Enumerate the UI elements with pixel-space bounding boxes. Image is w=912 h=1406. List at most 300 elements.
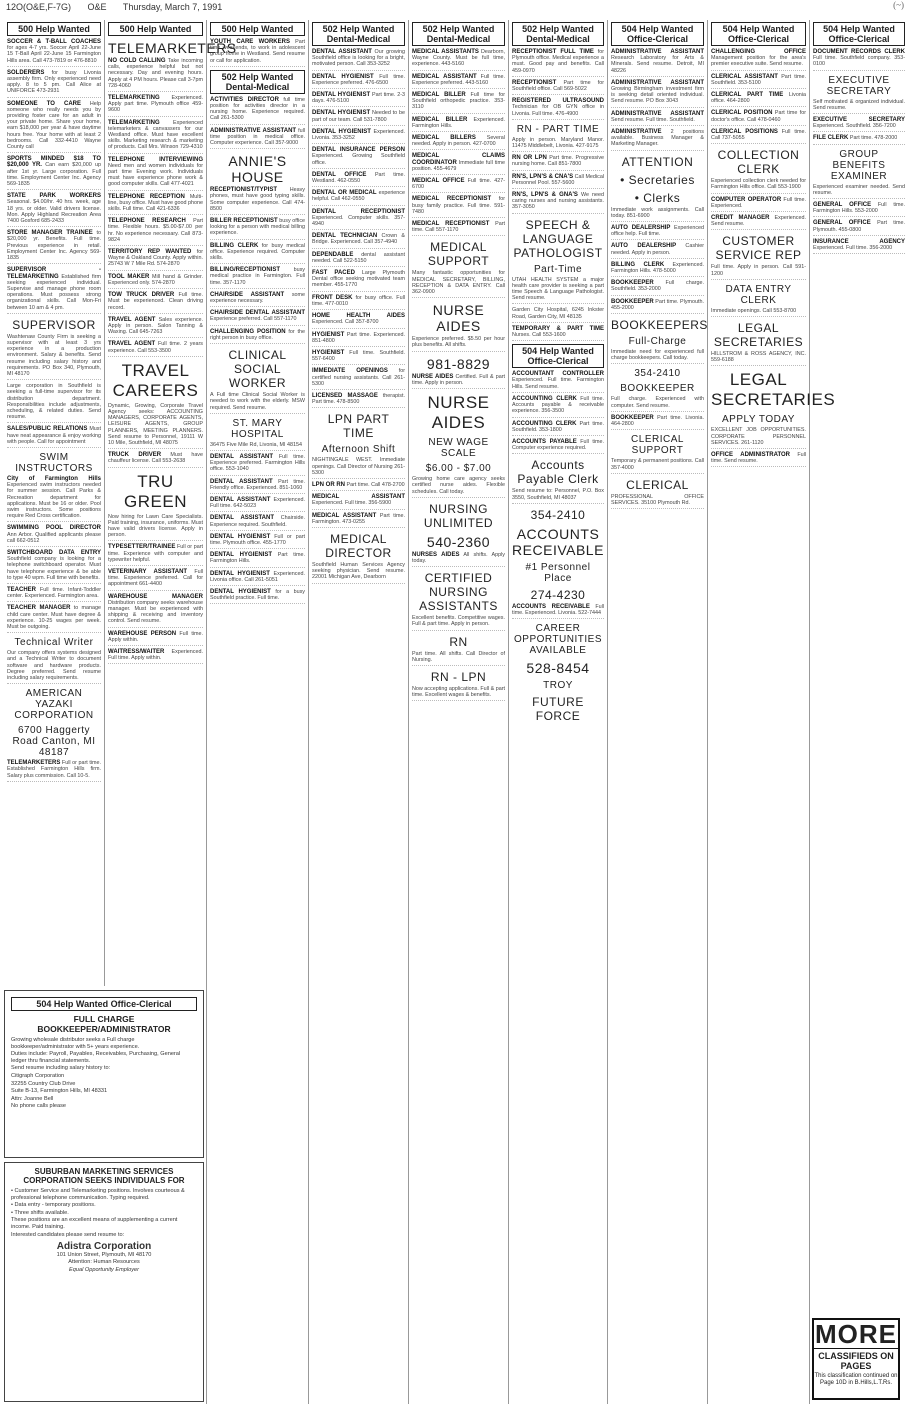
ad-body: PROFESSIONAL OFFICE SERVICES. 35100 Plymouth Rd.	[611, 493, 704, 506]
ad-body: 36475 Five Mile Rd, Livonia, MI 48154	[210, 441, 302, 448]
classified-ad	[512, 604, 604, 619]
ad-body: Nurses. Call 553-1600	[512, 332, 566, 339]
ad-body: Part time. All shifts. Call Director of Nursing.	[412, 650, 505, 663]
ad-body: Call Medical Personnel Pool. 557-5600	[512, 173, 605, 186]
classified-ad	[7, 39, 101, 67]
ad-body: Experienced. Full time. Farmington Hills. Send resume.	[512, 377, 604, 390]
ad-body: NIGHTINGALE WEST. Immediate openings. Call Director of Nursing 261-5300	[312, 457, 405, 476]
display-ad-heading: APPLY TODAY	[722, 414, 795, 426]
ad-heading: DENTAL HYGIENIST	[210, 588, 271, 595]
ad-body: Large corporation in Southfield is seeking a full-time supervisor for its distribution department. Responsibilities include adjustments, scheduling, & related duties. Send resume.	[7, 383, 101, 421]
ad-heading: DENTAL HYGIENIST	[312, 73, 374, 80]
classified-ad	[210, 128, 305, 150]
ad-line: Interested candidates please send resume to:	[11, 1231, 125, 1238]
display-ad-heading: NEW WAGE SCALE	[428, 437, 489, 460]
display-ad-heading: CERTIFIED NURSING ASSISTANTS	[419, 571, 498, 614]
ad-heading: WAREHOUSE PERSON	[108, 630, 177, 637]
classified-ad	[312, 562, 405, 584]
ad-line: Attn: Joanne Bell	[11, 1095, 54, 1102]
classified-ad	[312, 494, 405, 509]
classified-ad	[412, 270, 505, 298]
ad-heading: STORE MANAGER TRAINEE	[7, 230, 93, 237]
classified-ad	[210, 243, 305, 265]
classified-ad	[7, 426, 101, 448]
ad-heading: BOOKKEEPER	[611, 280, 654, 287]
classified-ad	[108, 249, 203, 271]
ad-heading: SALES/PUBLIC RELATIONS	[7, 426, 88, 433]
ad-body: Need men and women individuals for part time Evening work. Individuals must have experience phone work & good computer skills. Call 477-4021	[108, 162, 203, 188]
display-ad-heading: EXECUTIVE SECRETARY	[826, 74, 892, 97]
classified-ad	[512, 98, 604, 120]
classified-ad	[7, 101, 101, 154]
ad-heading: SOMEONE TO CARE	[7, 100, 82, 107]
ad-line: Duties include: Payroll, Payables, Receivables, Purchasing, General ledger thru financial statements.	[11, 1051, 181, 1064]
column-6	[509, 20, 608, 1404]
display-ad-heading: TELEMARKETERS	[108, 40, 237, 56]
ad-body: Growing home care agency seeks certified nurse aides. Flexible schedules. Call today.	[412, 476, 505, 495]
ad-body: Part time. Southfield. 353-1800	[512, 420, 605, 433]
classified-ad	[813, 117, 905, 132]
classified-ad	[711, 129, 806, 144]
ad-heading: DENTAL HYGIENIST	[210, 552, 272, 559]
ad-body: for Wayne & Oakland County. Apply within. 25743 W 7 Mile Rd. 574-2870	[108, 249, 204, 268]
classified-ad	[7, 70, 101, 98]
ad-heading: RN'S, LPN'S & CNA'S	[512, 173, 574, 180]
ad-heading: ACTIVITIES DIRECTOR	[210, 96, 279, 103]
classified-ad	[813, 135, 905, 144]
classified-ad	[711, 74, 806, 89]
ad-body: Experienced. Call 357-8700	[312, 319, 379, 326]
ad-body: Can earn $20,000 up after 1st yr. Large corporation. Full time. Employment Center Inc. Agency 569-1835	[7, 162, 101, 188]
ad-body: Full time. Send resume.	[711, 452, 806, 465]
ad-body: Experienced swim instructors needed for summer session. Call Parks & Recreation department for applications. Must be 16 or older. Pool swim instructors. Some positions require Red Cross certification.	[7, 482, 101, 520]
ad-body: Immediate openings. Call 553-8700	[711, 307, 797, 314]
classified-ad	[210, 552, 305, 567]
classified-ad	[312, 270, 405, 292]
ad-heading: TEMPORARY & PART TIME	[512, 325, 604, 332]
display-ad-heading: CLERICAL	[626, 477, 689, 492]
ad-heading: TELEPHONE INTERVIEWING	[108, 156, 203, 163]
display-ad-heading: $6.00 - $7.00	[425, 463, 492, 475]
classified-ad	[611, 494, 704, 509]
ad-heading: HOME HEALTH AIDES	[312, 313, 405, 320]
classified-ad	[813, 239, 905, 254]
classified-ad	[512, 49, 604, 77]
ad-body: Growing Birmingham investment firm is seeking detail oriented individual. Send resume. PO Box 3043	[611, 86, 704, 105]
classified-ad	[210, 479, 305, 494]
ad-body: Experienced. Growing Southfield office.	[312, 153, 405, 166]
ad-line: 32255 Country Club Drive	[11, 1080, 76, 1087]
ad-body: Take incoming calls, experience helpful but not necessary. Day and evening hours. Apply at 4 PM hours. Please call 3-7pm 728-4060	[108, 58, 203, 89]
ad-heading: DENTAL HYGIENIST	[210, 533, 271, 540]
display-ad-heading: 354-2410	[634, 368, 681, 380]
display-ad-heading: • Secretaries	[620, 172, 695, 187]
classified-ad	[711, 197, 806, 212]
ad-body: Full time. Infant-Toddler center. Experienced. Farmington area.	[7, 587, 102, 600]
ad-body: Part time. Flexible hours. $5.00-$7.00 per hr. No experience necessary. Call 873-9824	[108, 218, 203, 243]
ad-body: Experienced examiner needed. Send resume.	[813, 183, 905, 196]
classified-ad	[108, 274, 203, 289]
ad-heading: CHALLENGING POSITION	[210, 328, 286, 335]
ad-line: Citigraph Corporation	[11, 1072, 65, 1079]
ad-body: to manage child care center. Must have degree & experience. 10-25 wages per week. Must be outgoing.	[7, 605, 101, 631]
display-ad-heading: SPEECH & LANGUAGE PATHOLOGIST	[513, 217, 603, 260]
classified-ad	[611, 415, 704, 430]
ad-body: Part time. Southfield. 353-5100	[711, 73, 806, 86]
ad-heading: GENERAL OFFICE	[813, 202, 872, 209]
suburban-eoe: Equal Opportunity Employer	[69, 1266, 139, 1273]
ad-body: for certified nursing assistants. Call 261-5300	[312, 368, 406, 387]
classified-ad	[7, 476, 101, 522]
ad-heading: DENTAL ASSISTANT	[210, 453, 274, 460]
bookkeeper-lines	[11, 1037, 197, 1110]
ad-body: Heavy phones, must have good typing skills. Some computer experience. Call 474-8500	[210, 187, 305, 212]
section-header: 502 Help Wanted Dental-Medical	[210, 70, 305, 94]
ad-body: for busy Livonia assembly firm. Only experienced need apply. 8 to 5 pm. Call Alice at UNIFORCE 473-2931	[7, 69, 101, 95]
ad-heading: IMMEDIATE OPENINGS	[312, 368, 388, 375]
classified-ad	[210, 454, 305, 476]
ad-heading: DOCUMENT RECORDS CLERK	[813, 49, 905, 55]
page-folio	[6, 2, 906, 18]
display-ad-heading: Afternoon Shift	[321, 444, 396, 456]
ad-body: Needed to be part of our team. Call 531-7800	[312, 110, 406, 123]
classified-ad	[108, 631, 203, 646]
classified-ad	[611, 262, 704, 277]
classified-ad	[611, 80, 704, 108]
ad-body: Southfield company is looking for a telephone switchboard operator. Must have telephone experience & be able to type 40 wpm. Full time with benefits.	[7, 556, 101, 581]
ad-heading: ADMINISTRATIVE ASSISTANT	[611, 79, 704, 86]
ad-heading: AUTO DEALERSHIP	[611, 225, 671, 232]
classified-ad	[611, 129, 704, 151]
ad-body: Experienced office help. Full time.	[611, 225, 705, 238]
ad-body: 2 positions available. Business Manager & Marketing Manager.	[611, 129, 704, 148]
display-ad-heading: 6700 Haggerty Road Canton, MI 48187	[12, 725, 96, 759]
display-ad-heading: ANNIE'S HOUSE	[228, 153, 287, 186]
classified-ad	[108, 218, 203, 246]
classified-ad	[7, 334, 101, 380]
ad-heading: TRAVEL AGENT	[108, 341, 156, 348]
ad-heading: FAST PACED	[312, 270, 355, 277]
ad-heading: SOLDERERS	[7, 69, 45, 76]
ad-body: Many fantastic opportunities for MEDICAL SECRETARY, BILLING, RECEPTION & DATA ENTRY. Call 362-0900	[412, 270, 505, 296]
ad-heading: DENTAL HYGIENIST	[312, 110, 371, 117]
classified-ad	[813, 220, 905, 235]
ad-body: Dearborn, Wayne County. Must be full time, experience. 443-5160	[412, 49, 505, 68]
ad-body: Experienced. Full time. Apply within.	[108, 649, 203, 662]
ad-line: Growing wholesale distributor seeks a Full charge bookkeeper/administrator with 5+ years experience.	[11, 1037, 140, 1050]
ad-heading: NURSE AIDES	[412, 373, 454, 380]
section-header: 502 Help Wanted Dental-Medical	[512, 22, 604, 46]
classified-ad	[813, 184, 905, 199]
ad-heading: DENTAL ASSISTANT	[312, 49, 372, 55]
classified-ad	[711, 264, 806, 279]
ad-heading: INSURANCE AGENCY	[813, 238, 905, 245]
classified-ad	[312, 74, 405, 89]
classified-ad	[108, 58, 203, 92]
classified-ad	[210, 589, 305, 604]
classified-ad	[312, 233, 405, 248]
page-corner-mark: (~)	[893, 0, 904, 10]
ad-body: Experienced. Farmington Hills.	[412, 116, 505, 129]
display-ad-heading: NURSE AIDES	[427, 393, 490, 433]
ad-body: Part time. 2-3 days. 476-5100	[312, 92, 405, 105]
classified-ad	[312, 393, 405, 408]
ad-heading: LICENSED MASSAGE	[312, 392, 378, 399]
ad-body: Immediate need for experienced full charge bookkeepers. Call today.	[611, 349, 704, 362]
ad-heading: WAITRESS/WAITER	[108, 649, 165, 655]
ad-body: to $20,000 yr. Benefits. Full time. Previous experience in retail. Employment Center Inc. Agency 569-1835	[7, 230, 102, 262]
classified-ad	[611, 225, 704, 240]
ad-heading: DEPENDABLE	[312, 251, 354, 258]
ad-body: Experienced. Apply part time. Plymouth office 459-9600	[108, 95, 203, 114]
section-header: 500 Help Wanted	[108, 22, 203, 36]
ad-body: Experience preferred. $5.50 per hour plus benefits. All shifts.	[412, 336, 505, 349]
more-title: MORE	[815, 1319, 897, 1349]
display-ad-heading: LEGAL SECRETARIES	[711, 370, 836, 410]
ad-heading: RECEPTIONIST FULL TIME	[512, 49, 594, 55]
ad-body: full time position in medical office. Computer experience. Call 357-9000	[210, 127, 305, 147]
classified-ad	[210, 571, 305, 586]
ad-body: Livonia office. 464-2800	[711, 92, 807, 105]
classified-ad	[210, 515, 305, 530]
classified-ad	[412, 196, 505, 218]
ad-body: Full or part time. Established Farmington Hills firm. Salary plus commission. Call 10-5.	[7, 760, 102, 779]
ad-heading: BILLING/RECEPTIONIST	[210, 267, 281, 274]
ad-heading: NO COLD CALLING	[108, 58, 166, 64]
ad-body: Sales experience. Apply in person. Salon Tanning & Waxing. Call 645-7263	[108, 316, 204, 336]
ad-body: Full time. Call 737-5055	[711, 128, 807, 142]
ad-heading: SOCCER & T-BALL COACHES	[7, 39, 101, 45]
ad-heading: TEACHER MANAGER	[7, 605, 71, 612]
display-ad-heading: CLERICAL SUPPORT	[631, 434, 684, 457]
ad-heading: MEDICAL ASSISTANT	[312, 512, 377, 519]
ad-heading: TELEMARKETING	[108, 119, 160, 126]
display-ad-heading: #1 Personnel Place	[525, 561, 591, 584]
column-9	[810, 20, 908, 1404]
classified-ad	[711, 49, 806, 71]
ad-body: Must have chauffeur license. Call 553-2638	[108, 452, 204, 465]
ad-body: Our growing Southfield office is looking for a bright, motivated person. Call 353-3252	[312, 49, 406, 68]
ad-heading: RN OR LPN	[512, 155, 547, 162]
classified-ad	[312, 295, 405, 310]
classified-ad	[210, 267, 305, 289]
classified-ad	[210, 187, 305, 215]
classified-ad	[7, 550, 101, 584]
ad-heading: ADMINISTRATIVE ASSISTANT	[611, 49, 704, 55]
ad-body: dental assistant needed. Call 522-5150	[312, 251, 405, 264]
ad-body: UTAH HEALTH SYSTEM a major health care provider is seeking a part time Speech & Language Pathologist. Send resume.	[512, 276, 604, 302]
display-ad-heading: TROY	[543, 680, 573, 692]
classified-ad	[611, 349, 704, 364]
ad-body: Large Plymouth Dental office seeking motivated team member. 455-1770	[312, 270, 405, 289]
classified-ad	[512, 488, 604, 503]
classified-ad	[813, 202, 905, 217]
ad-body: Experienced. Send resume.	[711, 215, 806, 228]
bookkeeper-title: FULL CHARGE BOOKKEEPER/ADMINISTRATOR	[37, 1014, 171, 1034]
classified-ad	[412, 221, 505, 236]
ad-heading: CLERICAL POSITIONS	[711, 128, 778, 135]
ad-body: All shifts. Apply today.	[412, 551, 505, 564]
classified-ad	[512, 396, 604, 418]
classified-ad	[108, 594, 203, 628]
ad-body: Self motivated & organized individual. Send resume.	[813, 98, 905, 111]
ad-body: experience helpful. Call 462-0550	[312, 190, 405, 203]
ad-body: Part time. Call 478-2700	[346, 481, 405, 488]
ad-body: Full time for Southfield orthopedic practice. 353-3110	[412, 92, 505, 111]
ad-heading: TOW TRUCK DRIVER	[108, 292, 175, 299]
ad-body: EXCELLENT JOB OPPORTUNITIES. CORPORATE PERSONNEL SERVICES. 261-1120	[711, 427, 806, 446]
classified-ad	[7, 605, 101, 633]
ad-body: Apply in person. Maryland Manor. 11475 Middlebelt, Livonia. 427-9175	[512, 136, 604, 150]
ad-body: Full or part time. Experience with computer and typewriter helpful.	[108, 544, 204, 563]
classified-ad	[108, 403, 203, 449]
suburban-lines	[11, 1188, 197, 1238]
ad-body: Experience preferred. Call 557-1170	[210, 316, 297, 323]
classified-ad	[108, 292, 203, 314]
classified-ad	[312, 513, 405, 528]
ad-body: Part time. 478-2000	[849, 135, 898, 142]
classified-ad	[412, 686, 505, 701]
suburban-company: Adistra Corporation	[56, 1241, 152, 1253]
folio-page: 12O(O&E,F-7G)	[6, 2, 72, 12]
ad-body: Full time. Experienced.	[711, 196, 807, 209]
classified-ad	[412, 49, 505, 71]
classified-ad	[210, 329, 305, 344]
folio-paper: O&E	[87, 2, 107, 12]
ad-body: Research Laboratory for Arts & Minerals. Send resume. Detroit, MI 48226	[611, 55, 704, 74]
display-ad-heading: Accounts Payable Clerk	[517, 458, 599, 487]
more-subtitle: CLASSIFIEDS ON PAGES	[818, 1351, 894, 1371]
display-ad-heading: 981-8829	[426, 355, 491, 372]
ad-heading: SUPERVISOR - TELEMARKETING	[7, 267, 101, 280]
ad-heading: MEDICAL BILLER	[412, 92, 466, 99]
ad-line: • Customer Service and Telemarketing positions. Involves courteous & professional telephone communication. Typing required.	[11, 1188, 185, 1201]
display-ad-heading: CUSTOMER SERVICE REP	[715, 234, 802, 263]
classified-ad	[611, 243, 704, 258]
ad-line: • Three shifts available.	[11, 1209, 69, 1216]
ad-body: some experience necessary.	[210, 291, 305, 305]
classified-ad	[312, 332, 405, 347]
display-ad-heading: LEGAL SECRETARIES	[713, 321, 804, 350]
ad-heading: HYGIENIST	[312, 349, 345, 356]
classified-ad	[210, 218, 305, 240]
display-ad-heading: ACCOUNTS RECEIVABLE	[512, 525, 604, 558]
ad-body: Experienced. Livonia office. Call 261-5051	[210, 570, 305, 583]
ad-heading: TRAVEL AGENT	[108, 316, 156, 323]
ad-body: Part time for Southfield office. Call 569-5022	[512, 79, 605, 93]
ad-line: Send resume including salary history to:	[11, 1065, 111, 1072]
ad-body: Dynamic, Growing, Corporate Travel Agency seeks: ACCOUNTING MANAGERS, CORPORATE AGENTS, LEISURE AGENTS, GROUP PLANNERS, MEETING PLANNERS. Send resume to Personnel, 19111 W 10 Mile, Southfield, MI 48075	[108, 402, 203, 446]
classified-ad	[711, 110, 806, 125]
ad-heading: RECEPTIONIST	[512, 79, 557, 86]
classified-ad	[108, 317, 203, 339]
suburban-marketing-ad	[4, 1162, 204, 1402]
ad-line: These positions are an excellent means of supplementing a current income. Paid training.	[11, 1217, 178, 1230]
ad-heading: TEACHER	[7, 587, 37, 594]
ad-body: Established firm seeking experienced individual. Supervise and manage phone room operations. Must possess strong organizational skills. Call Mon-Fri between 10 am & 4 pm.	[7, 273, 101, 311]
classified-ad	[813, 99, 905, 114]
classified-ad	[711, 427, 806, 449]
display-ad-heading: 540-2360	[426, 533, 491, 550]
ad-heading: TYPESETTER/TRAINEE	[108, 544, 176, 551]
classified-ad	[108, 157, 203, 191]
ad-body: for a busy Southfield practice. Full time.	[210, 588, 305, 602]
classified-ad	[312, 368, 405, 390]
ad-heading: MEDICAL RECEPTIONIST	[412, 196, 492, 203]
classified-ad	[7, 760, 101, 782]
ad-body: Full time. Southfield company. 353-0100	[813, 55, 905, 68]
ad-heading: DENTAL INSURANCE PERSON	[312, 147, 405, 154]
classified-ad	[711, 351, 806, 366]
more-note: This classification continued on Page 10D in B.Hills,L.T.Rs.	[814, 1373, 898, 1386]
folio-date: Thursday, March 7, 1991	[122, 2, 223, 12]
display-ad-heading: GROUP BENEFITS EXAMINER	[830, 148, 888, 182]
column-4	[309, 20, 409, 1404]
classified-ad	[7, 587, 101, 602]
display-ad-heading: TRU GREEN	[124, 471, 187, 511]
ad-heading: MEDICAL OFFICE	[412, 178, 465, 185]
ad-body: Full time. Experience preferred. Farmington Hills office. 553-1040	[210, 453, 305, 473]
ad-body: Distribution company seeks warehouse manager. Must be experienced with shipping & receiving and inventory control. Send resume.	[108, 599, 203, 625]
classified-ad	[210, 442, 305, 451]
ad-body: Excellent benefits. Competitive wages. Full & part time. Apply in person.	[412, 615, 505, 628]
ad-heading: DENTAL ASSISTANT	[210, 478, 273, 485]
ad-body: Ann Arbor. Qualified applicants please call 662-0512	[7, 531, 101, 544]
ad-heading: RN'S, LPN'S & GNA'S	[512, 192, 578, 199]
classified-ad	[210, 310, 305, 325]
ad-body: Full time. Apply in person. Call 591-1200	[711, 264, 806, 277]
ad-heading: VETERINARY ASSISTANT	[108, 568, 188, 575]
ad-body: Cashier needed. Apply in person.	[611, 243, 704, 256]
classified-ad	[210, 97, 305, 125]
ad-body: Full time. Farmington Hills. 553-2000	[813, 202, 905, 215]
display-ad-heading: RN	[449, 634, 468, 649]
classified-ad	[611, 49, 704, 77]
bookkeeper-section-head: 504 Help Wanted Office-Clerical	[11, 997, 197, 1011]
ad-body: Help someone who really needs you by providing foster care for an adult in your private home. Share your home, earn $18,000 per year & have daytime hours free. Your home with at least 2 bedrooms. Call 332-4410 Wayne County call	[7, 100, 101, 151]
classified-ad	[412, 74, 505, 89]
ad-heading: BOOKKEEPER	[611, 414, 654, 421]
ad-body: Full time. Experienced. Livonia. 522-7444	[512, 603, 604, 616]
ad-heading: FRONT DESK	[312, 294, 353, 301]
ad-heading: TELEMARKETERS	[7, 760, 61, 767]
classified-ad	[312, 457, 405, 479]
ad-heading: STATE PARK WORKERS	[7, 193, 101, 200]
ad-heading: SPORTS MINDED $18 TO $20,000 YR.	[7, 156, 101, 169]
ad-body: Part time. Livonia. 464-2800	[611, 414, 704, 428]
ad-body: Southfield Human Services Agency seeking physician. Send resume. 22001 Michigan Ave, Dearborn	[312, 561, 405, 581]
ad-heading: DENTAL HYGIENIST	[312, 92, 371, 99]
ad-body: Full time. Experience preferred. 476-6500	[312, 73, 405, 86]
classified-ad	[412, 117, 505, 132]
classified-ad	[512, 137, 604, 152]
ad-body: Must have neat appearance & enjoy working with people. Call for appointment	[7, 426, 101, 445]
ad-heading: BILLING CLERK	[210, 242, 259, 249]
ad-heading: TERRITORY REP WANTED	[108, 249, 192, 256]
display-ad-heading: FUTURE FORCE	[532, 695, 584, 724]
column-1	[4, 20, 105, 986]
section-header: 504 Help Wanted Office-Clerical	[813, 22, 905, 46]
ad-body: HILLSTROM & ROSS AGENCY, INC. 559-6188	[711, 351, 806, 364]
classified-ad	[312, 110, 405, 125]
classified-ad	[412, 615, 505, 630]
suburban-address: 101 Union Street, Plymouth, MI 48170	[56, 1251, 152, 1258]
ad-heading: MEDICAL ASSISTANT	[412, 73, 477, 80]
ad-body: Mill hand & Grinder. Experienced only. 574-2870	[108, 273, 204, 286]
ad-body: Part time. Westland. 462-0550	[312, 171, 405, 185]
classified-ad	[7, 267, 101, 313]
display-ad-heading: 354-2410	[530, 507, 586, 522]
